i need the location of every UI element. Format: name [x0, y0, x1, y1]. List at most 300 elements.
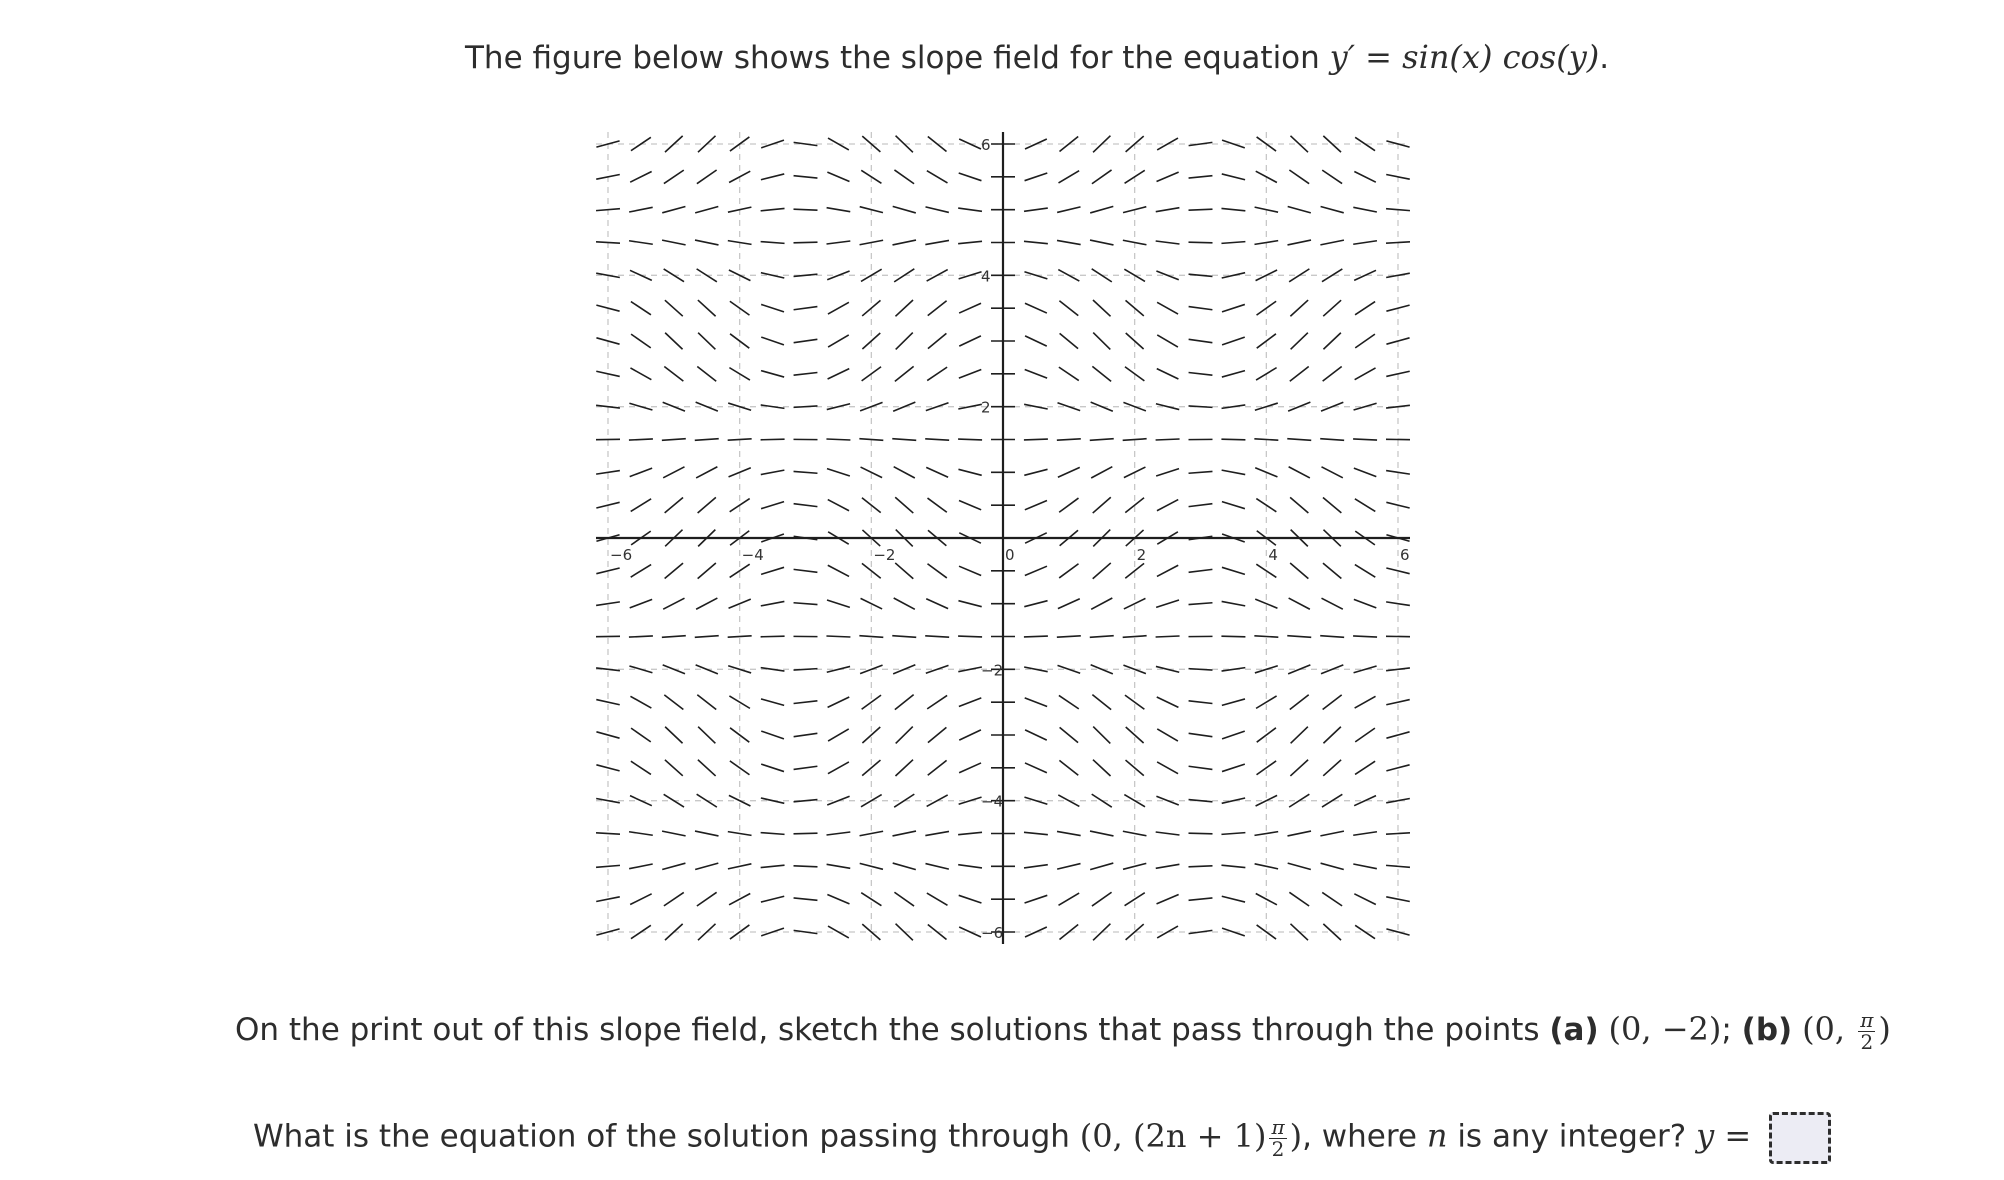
- slope-segment: [794, 242, 818, 243]
- slope-segment: [1024, 832, 1048, 834]
- slope-segment: [925, 240, 949, 244]
- slope-segment: [1222, 371, 1245, 377]
- slope-segment: [1189, 209, 1213, 210]
- slope-segment: [1290, 760, 1308, 776]
- y-tick-label: −4: [981, 792, 1004, 811]
- slope-segment: [596, 602, 620, 606]
- slope-segment: [895, 300, 913, 316]
- slope-segment: [926, 599, 948, 609]
- slope-segment: [1320, 240, 1344, 245]
- slope-segment: [1322, 598, 1343, 609]
- slope-segment: [1060, 727, 1078, 742]
- slope-segment: [761, 174, 784, 180]
- slope-segment: [1289, 892, 1309, 906]
- slope-segment: [1092, 170, 1112, 184]
- slope-segment: [1355, 368, 1376, 380]
- slope-segment: [958, 469, 981, 475]
- slope-segment: [631, 302, 651, 315]
- slope-segment: [1289, 467, 1310, 478]
- label-a: (a): [1549, 1012, 1599, 1048]
- slope-segment: [895, 695, 914, 710]
- slope-segment: [1157, 894, 1179, 903]
- slope-segment: [663, 467, 684, 478]
- slope-segment: [728, 832, 752, 836]
- slope-segment: [1290, 366, 1309, 381]
- slope-segment: [959, 763, 981, 773]
- slope-segment: [1353, 241, 1377, 245]
- slope-segment: [662, 240, 686, 245]
- slope-segment: [827, 208, 851, 212]
- slope-segment: [828, 762, 849, 774]
- slope-segment: [894, 892, 914, 906]
- slope-segment: [1189, 372, 1213, 375]
- slope-segment: [895, 366, 914, 381]
- slope-segment: [894, 467, 915, 478]
- slope-segment: [1290, 563, 1308, 579]
- slope-segment: [827, 832, 851, 835]
- slope-segment: [697, 366, 716, 381]
- slope-segment: [1157, 302, 1178, 314]
- slope-segment: [1091, 598, 1112, 609]
- x-tick-label: 0: [1005, 546, 1015, 564]
- slope-segment: [1386, 242, 1410, 243]
- slope-segment: [1189, 176, 1213, 178]
- slope-segment: [695, 636, 719, 638]
- slope-segment: [827, 469, 850, 476]
- slope-segment: [761, 731, 784, 739]
- slope-segment: [1189, 307, 1213, 310]
- slope-segment: [1189, 242, 1213, 243]
- slope-segment: [794, 766, 818, 769]
- slope-segment: [1354, 171, 1375, 182]
- slope-segment: [1059, 893, 1080, 905]
- slope-segment: [1057, 864, 1080, 870]
- slope-segment: [1222, 470, 1246, 474]
- slope-segment: [1386, 865, 1410, 867]
- slope-segment: [1221, 833, 1245, 835]
- slope-segment: [827, 172, 849, 181]
- slope-segment: [958, 601, 981, 607]
- slope-segment: [1123, 439, 1147, 441]
- slope-segment: [1221, 865, 1245, 867]
- slope-segment: [1288, 863, 1311, 869]
- slope-segment: [1025, 303, 1047, 313]
- slope-segment: [860, 831, 884, 836]
- slope-segment: [959, 303, 981, 313]
- slope-segment: [761, 242, 785, 244]
- slope-segment: [1287, 831, 1311, 836]
- slope-segment: [1323, 333, 1340, 350]
- slope-segment: [1157, 500, 1178, 511]
- slope-segment: [698, 333, 715, 350]
- slope-segment: [1222, 304, 1245, 311]
- slope-segment: [1189, 504, 1213, 507]
- slope-segment: [1320, 831, 1344, 836]
- answer-prefix: y =: [1696, 1116, 1752, 1155]
- slope-segment: [794, 471, 818, 473]
- slope-segment: [695, 240, 719, 245]
- slope-segment: [959, 501, 981, 510]
- slope-segment: [1222, 764, 1245, 771]
- slope-segment: [925, 636, 949, 637]
- slope-segment: [1059, 760, 1078, 775]
- slope-segment: [896, 727, 913, 744]
- slope-segment: [1189, 800, 1213, 802]
- slope-segment: [1025, 370, 1047, 379]
- slope-segment: [697, 695, 716, 710]
- slope-segment: [828, 369, 850, 379]
- slope-segment: [1323, 367, 1342, 382]
- slope-segment: [959, 336, 981, 346]
- slope-segment: [895, 760, 913, 776]
- point-b: (0, $\frac{\pi}{2}$ ): [1802, 1008, 1891, 1054]
- slope-segment: [1059, 171, 1080, 183]
- slope-segment: [1157, 335, 1178, 347]
- slope-segment: [761, 502, 784, 509]
- slope-segment: [894, 170, 914, 184]
- slope-segment: [1355, 499, 1375, 512]
- y-tick-label: 2: [981, 398, 991, 417]
- slope-segment: [794, 504, 818, 507]
- slope-segment: [1024, 601, 1047, 607]
- point-a: (0, −2): [1608, 1010, 1722, 1048]
- slope-segment: [1157, 172, 1179, 181]
- slope-segment: [1090, 206, 1113, 213]
- slope-segment: [859, 439, 883, 441]
- slope-segment: [1123, 831, 1147, 836]
- slope-segment: [665, 300, 683, 316]
- slope-segment: [629, 439, 653, 440]
- slope-segment: [1189, 733, 1213, 736]
- slope-segment: [596, 209, 620, 211]
- slope-segment: [1024, 469, 1047, 475]
- slope-segment: [1123, 636, 1147, 638]
- slope-segment: [1060, 333, 1078, 348]
- slope-segment: [1157, 369, 1179, 379]
- slope-segment: [1353, 636, 1377, 637]
- slope-segment: [959, 173, 982, 181]
- slope-segment: [1157, 762, 1178, 774]
- slope-segment: [1255, 864, 1278, 869]
- question: What is the equation of the solution passing through (0, (2n + 1) $\frac{\pi}{2}$ ), where n is any integer? y =: [253, 1112, 2004, 1164]
- slope-segment: [664, 695, 683, 710]
- slope-segment: [761, 208, 785, 210]
- slope-segment: [1156, 241, 1180, 244]
- slope-segment: [896, 333, 913, 350]
- slope-segment: [794, 701, 818, 704]
- slope-segment: [1091, 467, 1112, 478]
- slope-segment: [1323, 727, 1340, 744]
- slope-segment: [1321, 207, 1344, 213]
- slope-segment: [1254, 636, 1278, 637]
- slope-segment: [959, 895, 982, 903]
- slope-segment: [663, 598, 684, 609]
- slope-segment: [1157, 565, 1178, 576]
- slope-segment: [1354, 599, 1376, 608]
- slope-segment: [1093, 727, 1110, 744]
- slope-segment: [925, 207, 948, 213]
- slope-segment: [629, 207, 653, 212]
- slope-segment: [959, 730, 981, 740]
- slope-segment: [761, 764, 784, 771]
- slope-segment: [892, 439, 916, 441]
- slope-segment: [1189, 766, 1213, 769]
- slope-segment: [1287, 240, 1311, 245]
- slope-segment: [761, 567, 784, 574]
- slope-segment: [958, 865, 982, 868]
- slope-segment: [828, 500, 849, 511]
- slope-segment: [1093, 563, 1111, 579]
- slope-segment: [1156, 469, 1179, 476]
- slope-segment: [1025, 895, 1048, 903]
- slope-segment: [664, 170, 684, 183]
- slope-segment: [1058, 599, 1080, 609]
- slope-segment: [927, 893, 948, 905]
- slope-segment: [794, 569, 818, 572]
- slope-segment: [1323, 695, 1342, 710]
- slope-segment: [761, 337, 784, 345]
- slope-segment: [959, 566, 981, 575]
- slope-segment: [1222, 567, 1245, 574]
- slope-segment: [1090, 636, 1114, 638]
- slope-segment: [629, 864, 653, 869]
- slope-segment: [761, 439, 785, 440]
- x-tick-label: −4: [741, 546, 764, 564]
- slope-segment: [665, 563, 683, 578]
- slope-segment: [1291, 333, 1308, 350]
- slope-segment: [1355, 565, 1375, 578]
- slope-segment: [827, 241, 851, 244]
- slope-segment: [958, 208, 982, 211]
- slope-segment: [1322, 467, 1343, 478]
- slope-segment: [1222, 174, 1245, 180]
- slope-segment: [665, 727, 682, 744]
- slope-segment: [1057, 636, 1081, 637]
- slope-segment: [1221, 208, 1245, 210]
- slope-segment: [1354, 468, 1376, 477]
- slope-segment: [1189, 274, 1213, 276]
- slope-segment: [1189, 569, 1213, 572]
- slope-segment: [698, 727, 715, 744]
- slope-segment: [927, 695, 947, 708]
- slope-segment: [698, 300, 716, 316]
- slope-segment: [1386, 700, 1409, 705]
- question-point: (0, (2n + 1) $\frac{\pi}{2}$ ): [1079, 1114, 1303, 1161]
- slope-segment: [794, 372, 818, 375]
- slope-segment: [697, 892, 717, 906]
- slope-segment: [1222, 337, 1245, 345]
- slope-segment: [698, 760, 716, 776]
- slope-segment: [695, 206, 718, 212]
- slope-segment: [761, 833, 785, 835]
- slope-segment: [698, 497, 716, 513]
- slope-segment: [928, 564, 947, 578]
- slope-segment: [1093, 760, 1111, 776]
- slope-segment: [1189, 701, 1213, 704]
- slope-segment: [728, 636, 752, 637]
- slope-segment: [925, 831, 949, 835]
- slope-segment: [1093, 300, 1111, 316]
- slope-segment: [629, 636, 653, 637]
- slope-segment: [1290, 300, 1308, 316]
- slope-segment: [794, 307, 818, 310]
- slope-segment: [697, 170, 717, 184]
- slope-segment: [928, 760, 947, 775]
- slope-segment: [761, 636, 785, 637]
- slope-segment: [1353, 864, 1377, 869]
- slope-segment: [664, 892, 684, 905]
- y-tick-label: −2: [981, 661, 1004, 680]
- slope-segment: [1024, 439, 1048, 440]
- slope-segment: [1288, 206, 1311, 212]
- slope-segment: [794, 339, 818, 342]
- slope-segment: [698, 563, 716, 579]
- slope-segment: [596, 700, 619, 705]
- slope-segment: [1189, 339, 1213, 342]
- slope-segment: [959, 698, 981, 707]
- slope-segment: [1386, 833, 1410, 834]
- slope-segment: [826, 439, 850, 440]
- slope-segment: [1386, 765, 1409, 771]
- slope-segment: [631, 334, 651, 348]
- slope-segment: [695, 863, 718, 869]
- x-tick-label: 6: [1400, 546, 1410, 564]
- axes: [596, 132, 1410, 944]
- slope-segment: [828, 335, 849, 347]
- answer-input[interactable]: [1769, 1112, 1831, 1164]
- y-tick-label: −6: [981, 924, 1004, 942]
- slope-segment: [1290, 497, 1308, 513]
- slope-segment: [761, 304, 784, 311]
- slope-segment: [1157, 697, 1179, 707]
- y-tick-label: 4: [981, 267, 991, 286]
- slope-segment: [1092, 366, 1111, 381]
- intro-text: The figure below shows the slope field for the equation y′ = sin(x) cos(y).: [465, 38, 1610, 76]
- slope-segment: [828, 697, 850, 707]
- slope-segment: [630, 696, 651, 708]
- slope-segment: [695, 831, 719, 836]
- slope-segment: [959, 370, 981, 379]
- slope-segment: [630, 468, 652, 477]
- slope-segment: [1322, 892, 1342, 905]
- slope-segment: [1057, 831, 1081, 835]
- slope-segment: [761, 865, 785, 867]
- slope-segment: [662, 636, 686, 638]
- slope-segment: [1189, 603, 1213, 605]
- slope-segment: [761, 896, 784, 902]
- slope-segment: [665, 497, 683, 512]
- x-tick-label: −2: [873, 546, 896, 564]
- slope-segment: [761, 601, 785, 605]
- slope-segment: [662, 863, 685, 869]
- sketch-prompt: On the print out of this slope field, sketch the solutions that pass through the points (a) (0, −2); (b) (0, $\frac{\pi}{2}$ ): [235, 1008, 1891, 1054]
- slope-segment: [828, 729, 849, 741]
- slope-segment: [1156, 832, 1180, 835]
- slope-segment: [1059, 695, 1079, 708]
- slope-segment: [1222, 731, 1245, 739]
- label-b: (b): [1741, 1012, 1793, 1048]
- slope-segment: [1093, 497, 1111, 513]
- slope-segment: [1355, 761, 1375, 774]
- slope-segment: [1156, 636, 1180, 637]
- slope-segment: [794, 209, 818, 210]
- slope-segment: [761, 699, 784, 705]
- slope-segment: [596, 865, 620, 867]
- slope-segment: [794, 898, 818, 900]
- intro-equation: y′ = sin(x) cos(y): [1329, 38, 1600, 76]
- slope-segment: [1058, 467, 1080, 477]
- slope-segment: [892, 636, 916, 638]
- slope-segment: [1221, 439, 1245, 440]
- slope-segment: [794, 274, 818, 276]
- slope-segment: [1354, 894, 1375, 905]
- slope-segment: [1353, 439, 1377, 440]
- slope-segment: [928, 727, 946, 742]
- slope-segment: [665, 333, 682, 350]
- slope-segment: [958, 439, 982, 440]
- slope-segment: [1189, 471, 1213, 473]
- x-tick-label: 2: [1136, 546, 1147, 564]
- slope-segment: [630, 368, 651, 380]
- slope-segment: [1323, 300, 1341, 316]
- slope-segment: [1386, 209, 1410, 211]
- slope-segment: [1092, 892, 1112, 906]
- slope-segment: [928, 301, 947, 316]
- slope-segment: [1355, 302, 1375, 315]
- slope-segment: [794, 866, 818, 867]
- slope-segment: [895, 497, 913, 513]
- slope-field-plot: [596, 132, 1410, 944]
- slope-segment: [828, 565, 849, 576]
- slope-segment: [1057, 240, 1081, 244]
- slope-segment: [1222, 896, 1245, 902]
- slope-segment: [1025, 763, 1047, 773]
- slope-segment: [1355, 728, 1375, 742]
- slope-segment: [927, 367, 947, 380]
- slope-segment: [664, 367, 683, 382]
- slope-segment: [1156, 600, 1179, 607]
- slope-segment: [665, 760, 683, 776]
- slope-segment: [1090, 240, 1113, 245]
- slope-segment: [860, 863, 883, 869]
- slope-segment: [893, 240, 916, 245]
- slope-segment: [1320, 636, 1344, 638]
- slope-segment: [794, 603, 818, 605]
- slope-segment: [1323, 760, 1341, 776]
- slope-segment: [1025, 501, 1047, 510]
- slope-segment: [1355, 696, 1376, 708]
- slope-segment: [1321, 863, 1344, 869]
- slope-segment: [1025, 566, 1047, 575]
- slope-segment: [1092, 695, 1111, 710]
- slope-segment: [1024, 636, 1048, 637]
- slope-segment: [893, 206, 916, 213]
- slope-segment: [696, 467, 717, 478]
- slope-segment: [1059, 367, 1079, 380]
- slope-segment: [1322, 170, 1342, 183]
- slope-segment: [1189, 833, 1213, 834]
- slope-segment: [1287, 636, 1311, 638]
- slope-segment: [1090, 439, 1114, 441]
- slope-segment: [596, 833, 620, 834]
- slope-segment: [1289, 170, 1309, 184]
- slope-segment: [958, 636, 982, 637]
- slope-segment: [1320, 439, 1344, 441]
- slope-segment: [728, 439, 752, 440]
- slope-segment: [728, 864, 751, 869]
- slope-segment: [1156, 208, 1180, 212]
- slope-segment: [1059, 301, 1078, 316]
